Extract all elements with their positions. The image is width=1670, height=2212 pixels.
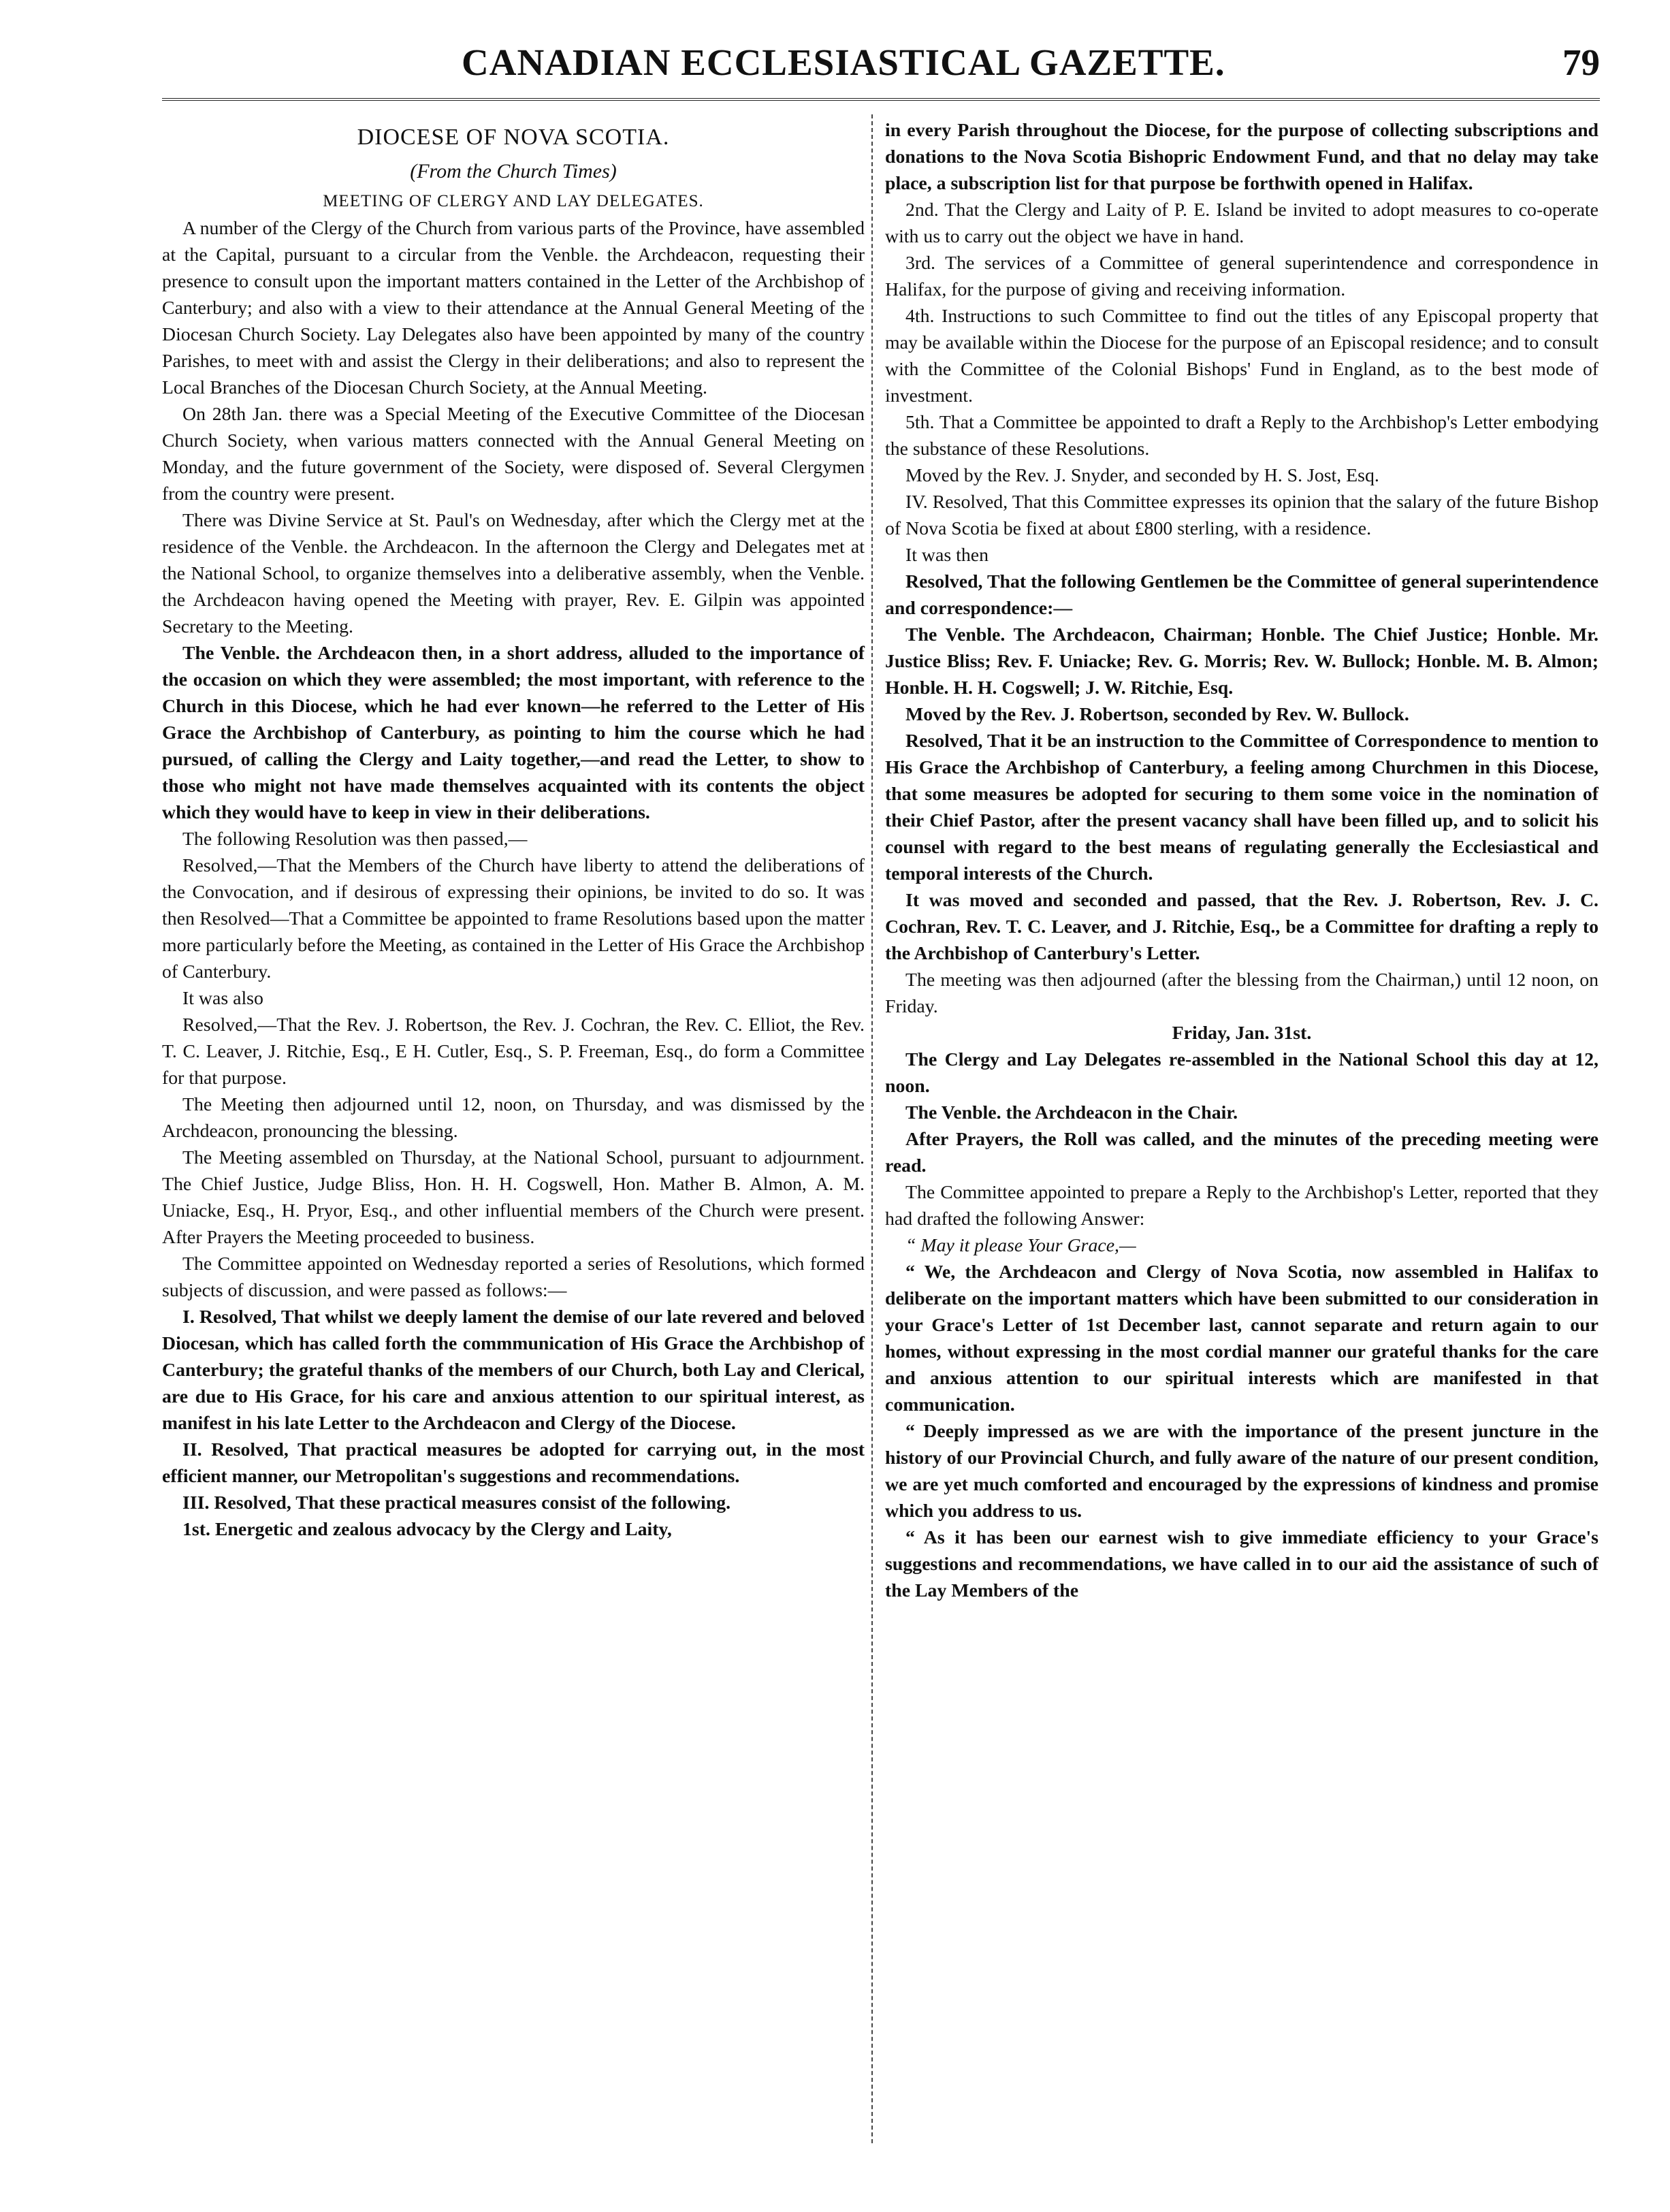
paragraph: 4th. Instructions to such Committee to find out the titles of any Episcopal property that may be available within the Diocese for the purpose of an Episcopal residence; and to consult with the Committee of the Colonial Bishops' Fund in England, as to the best mode of investment.: [885, 306, 1599, 406]
paragraph: 3rd. The services of a Committee of general superintendence and correspondence in Halifax, for the purpose of giving and receiving information.: [885, 253, 1599, 300]
paragraph: The Meeting assembled on Thursday, at the National School, pursuant to adjournment. The Chief Justice, Judge Bliss, Hon. H. H. Cogswell, Hon. Mather B. Almon, A. M. Uniacke, Esq., H. Pryor, Esq., and other influential members of the Church were present. After Prayers the Meeting proceeded to business.: [162, 1147, 865, 1248]
resolution: III. Resolved, That these practical measures consist of the following.: [182, 1492, 731, 1513]
paragraph: It was then: [905, 545, 989, 566]
paragraph: The Venble. the Archdeacon in the Chair.: [905, 1102, 1238, 1123]
header-rule: [162, 98, 1600, 101]
salutation: “ May it please Your Grace,—: [905, 1235, 1136, 1256]
paragraph: Resolved, That it be an instruction to the Committee of Correspondence to mention to His Grace the Archbishop of Canterbury, a feeling among Churchmen in this Diocese, that some measures be adopted for securing to them some voice in the nomination of their Chief Pastor, after the present vacancy shall have been filled up, and to solicit his counsel with regard to the best means of regulating generally the Ecclesiastical and temporal interests of the Church.: [885, 731, 1599, 884]
paragraph: Moved by the Rev. J. Snyder, and seconded by H. S. Jost, Esq.: [905, 465, 1379, 486]
paragraph: The Clergy and Lay Delegates re-assembled in the National School this day at 12, noon.: [885, 1049, 1599, 1097]
paragraph: “ Deeply impressed as we are with the importance of the present juncture in the history of our Provincial Church, and fully aware of the nature of our present condition, we are yet much comforted and encouraged by the expressions of kindness and promise which you address to us.: [885, 1421, 1599, 1522]
paragraph: The Committee appointed on Wednesday reported a series of Resolutions, which formed subjects of discussion, and were passed as follows:—: [162, 1253, 865, 1301]
paragraph: The Venble. the Archdeacon then, in a short address, alluded to the importance of the occasion on which they were assembled; the most important, with reference to the Church in this Diocese, which he had ever known—he referred to the Letter of His Grace the Archbishop of Canterbury, as pointing to him the course which he had pursued, of calling the Clergy and Laity together,—and read the Letter, to show to those who might not have made themselves acquainted with its contents the object which they would have to keep in view in their deliberations.: [162, 643, 865, 823]
paragraph: The Venble. The Archdeacon, Chairman; Honble. The Chief Justice; Honble. Mr. Justice Bliss; Rev. F. Uniacke; Rev. G. Morris; Rev. W. Bullock; Honble. M. B. Almon; Honble. H. H. Cogswell; J. W. Ritchie, Esq.: [885, 624, 1599, 699]
paragraph: Resolved,—That the Rev. J. Robertson, the Rev. J. Cochran, the Rev. C. Elliot, the Rev. T. C. Leaver, J. Ritchie, Esq., E H. Cutler, Esq., S. P. Freeman, Esq., do form a Committee for that purpose.: [162, 1014, 865, 1089]
paragraph: It was moved and seconded and passed, that the Rev. J. Robertson, Rev. J. C. Cochran, Rev. T. C. Leaver, and J. Ritchie, Esq., be a Committee for drafting a reply to the Archbishop of Canterbury's Letter.: [885, 890, 1599, 964]
paragraph: Moved by the Rev. J. Robertson, seconded by Rev. W. Bullock.: [905, 704, 1409, 725]
left-column: [162, 117, 865, 1543]
paragraph: in every Parish throughout the Diocese, for the purpose of collecting subscriptions and donations to the Nova Scotia Bishopric Endowment Fund, and that no delay may take place, a subscription list for that purpose be forthwith opened in Halifax.: [885, 120, 1599, 194]
paragraph: 2nd. That the Clergy and Laity of P. E. Island be invited to adopt measures to co-operate with us to carry out the object we have in hand.: [885, 199, 1599, 247]
paragraph: It was also: [182, 988, 263, 1009]
paragraph: Resolved, That the following Gentlemen be the Committee of general superintendence and correspondence:—: [885, 571, 1599, 619]
resolution: 1st. Energetic and zealous advocacy by the Clergy and Laity,: [182, 1519, 672, 1540]
resolution: I. Resolved, That whilst we deeply lament the demise of our late revered and beloved Diocesan, which has called forth the commmunication of His Grace the Archbishop of Canterbury; the grateful thanks of the members of our Church, both Lay and Clerical, are due to His Grace, for his care and anxious attention to our spiritual interest, as manifest in his late Letter to the Archdeacon and Clergy of the Diocese.: [162, 1307, 865, 1434]
paragraph: IV. Resolved, That this Committee expresses its opinion that the salary of the future Bishop of Nova Scotia be fixed at about £800 sterling, with a residence.: [885, 492, 1599, 539]
page-number: 79: [1562, 42, 1600, 83]
paragraph: A number of the Clergy of the Church from various parts of the Province, have assembled at the Capital, pursuant to a circular from the Venble. the Archdeacon, requesting their presence to consult upon the important matters contained in the Letter of the Archbishop of Canterbury; and also with a view to their attendance at the Annual General Meeting of the Diocesan Church Society. Lay Delegates also have been appointed by many of the country Parishes, to meet with and assist the Clergy in their deliberations; and also to represent the Local Branches of the Diocesan Church Society, at the Annual Meeting.: [162, 218, 865, 398]
column-divider: [871, 114, 873, 2143]
resolution: II. Resolved, That practical measures be adopted for carrying out, in the most efficient manner, our Metropolitan's suggestions and recommendations.: [162, 1439, 865, 1487]
paragraph: “ As it has been our earnest wish to give immediate efficiency to your Grace's suggestions and recommendations, we have called in to our aid the assistance of such of the Lay Members of the: [885, 1527, 1599, 1601]
paragraph: “ We, the Archdeacon and Clergy of Nova Scotia, now assembled in Halifax to deliberate on the important matters which have been submitted to our consideration in your Grace's Letter of 1st December last, cannot separate and return again to our homes, without expressing in the most cordial manner our grateful thanks for the care and anxious attention to our spiritual interests which are manifested in that communication.: [885, 1262, 1599, 1415]
paragraph: The following Resolution was then passed,—: [182, 829, 528, 850]
paragraph: There was Divine Service at St. Paul's on Wednesday, after which the Clergy met at the residence of the Venble. the Archdeacon. In the afternoon the Clergy and Delegates met at the National School, to organize themselves into a deliberative assembly, when the Venble. the Archdeacon having opened the Meeting with prayer, Rev. E. Gilpin was appointed Secretary to the Meeting.: [162, 510, 865, 637]
date-subheading: Friday, Jan. 31st.: [1172, 1023, 1312, 1044]
section-source: (From the Church Times): [410, 160, 617, 182]
paragraph: The Meeting then adjourned until 12, noon, on Thursday, and was dismissed by the Archdeacon, pronouncing the blessing.: [162, 1094, 865, 1142]
paragraph: On 28th Jan. there was a Special Meeting of the Executive Committee of the Diocesan Church Society, when various matters connected with the Annual General Meeting on Monday, and the future government of the Society, were disposed of. Several Clergymen from the country were present.: [162, 404, 865, 504]
paragraph: After Prayers, the Roll was called, and the minutes of the preceding meeting were read.: [885, 1129, 1599, 1176]
paragraph: The meeting was then adjourned (after the blessing from the Chairman,) until 12 noon, on Friday.: [885, 969, 1599, 1017]
paragraph: Resolved,—That the Members of the Church have liberty to attend the deliberations of the Convocation, and if desirous of expressing their opinions, be invited to do so. It was then Resolved—That a Committee be appointed to frame Resolutions based upon the matter more particularly before the Meeting, as contained in the Letter of His Grace the Archbishop of Canterbury.: [162, 855, 865, 982]
paragraph: The Committee appointed to prepare a Reply to the Archbishop's Letter, reported that they had drafted the following Answer:: [885, 1182, 1599, 1230]
section-heading: MEETING OF CLERGY AND LAY DELEGATES.: [323, 192, 704, 210]
page-header: [162, 35, 1600, 95]
section-title: DIOCESE OF NOVA SCOTIA.: [357, 125, 670, 150]
publication-title: CANADIAN ECCLESIASTICAL GAZETTE.: [462, 42, 1225, 83]
paragraph: 5th. That a Committee be appointed to draft a Reply to the Archbishop's Letter embodying the substance of these Resolutions.: [885, 412, 1599, 460]
right-column: [885, 117, 1599, 1604]
